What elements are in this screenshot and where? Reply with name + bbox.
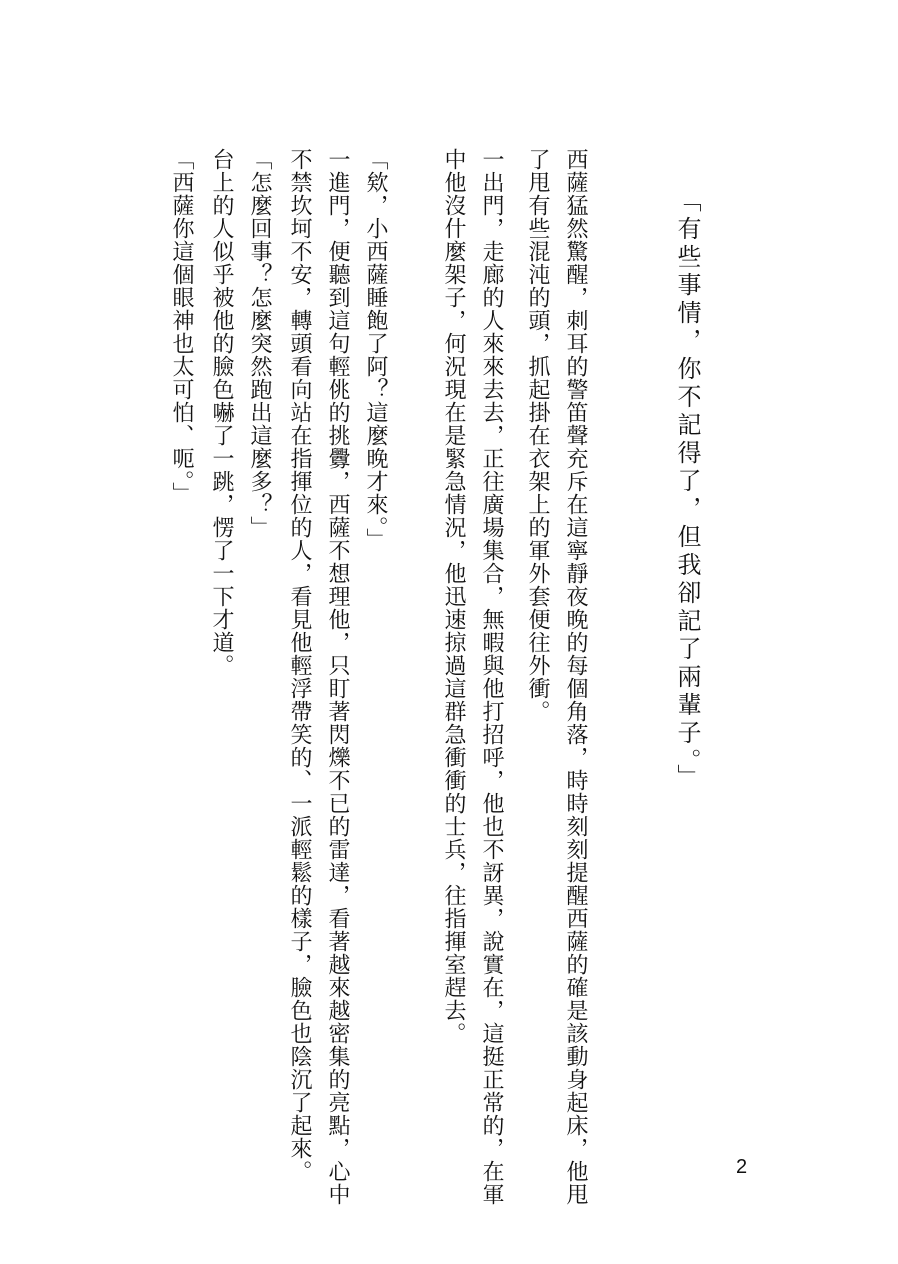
paragraph-line-5: 「欸，小西薩睡飽了阿？這麼晚才來。」 bbox=[363, 148, 388, 551]
page-number: 2 bbox=[736, 1156, 748, 1178]
paragraph-line-1: 西薩猛然驚醒，刺耳的警笛聲充斥在這寧靜夜晚的每個角落，時時刻刻提醒西薩的確是該動身起床，他甩 bbox=[563, 148, 588, 1206]
paragraph-line-3: 一出門，走廊的人來來去去，正往廣場集合，無暇與他打招呼，他也不訝異，說實在，這挺正常的，在軍 bbox=[479, 148, 504, 1206]
paragraph-line-10: 「西薩你這個眼神也太可怕、呃。」 bbox=[169, 148, 194, 505]
chapter-title: 「有些事情，你不記得了，但我卻記了兩輩子。」 bbox=[673, 188, 701, 792]
paragraph-line-6: 一進門，便聽到這句輕佻的挑釁，西薩不想理他，只盯著閃爍不已的雷達，看著越來越密集的亮點，心中 bbox=[325, 148, 350, 1206]
paragraph-line-4: 中他沒什麼架子，何況現在是緊急情況，他迅速掠過這群急衝衝的士兵，往指揮室趕去。 bbox=[441, 148, 466, 1045]
paragraph-line-8: 「怎麼回事？怎麼突然跑出這麼多？」 bbox=[247, 148, 272, 539]
paragraph-line-2: 了甩有些混沌的頭，抓起掛在衣架上的軍外套便往外衝。 bbox=[525, 148, 550, 723]
paragraph-line-9: 台上的人似乎被他的臉色嚇了一跳，愣了一下才道。 bbox=[209, 148, 234, 677]
paragraph-line-7: 不禁坎坷不安，轉頭看向站在指揮位的人，看見他輕浮帶笑的、一派輕鬆的樣子，臉色也陰沉了起來。 bbox=[287, 148, 312, 1183]
